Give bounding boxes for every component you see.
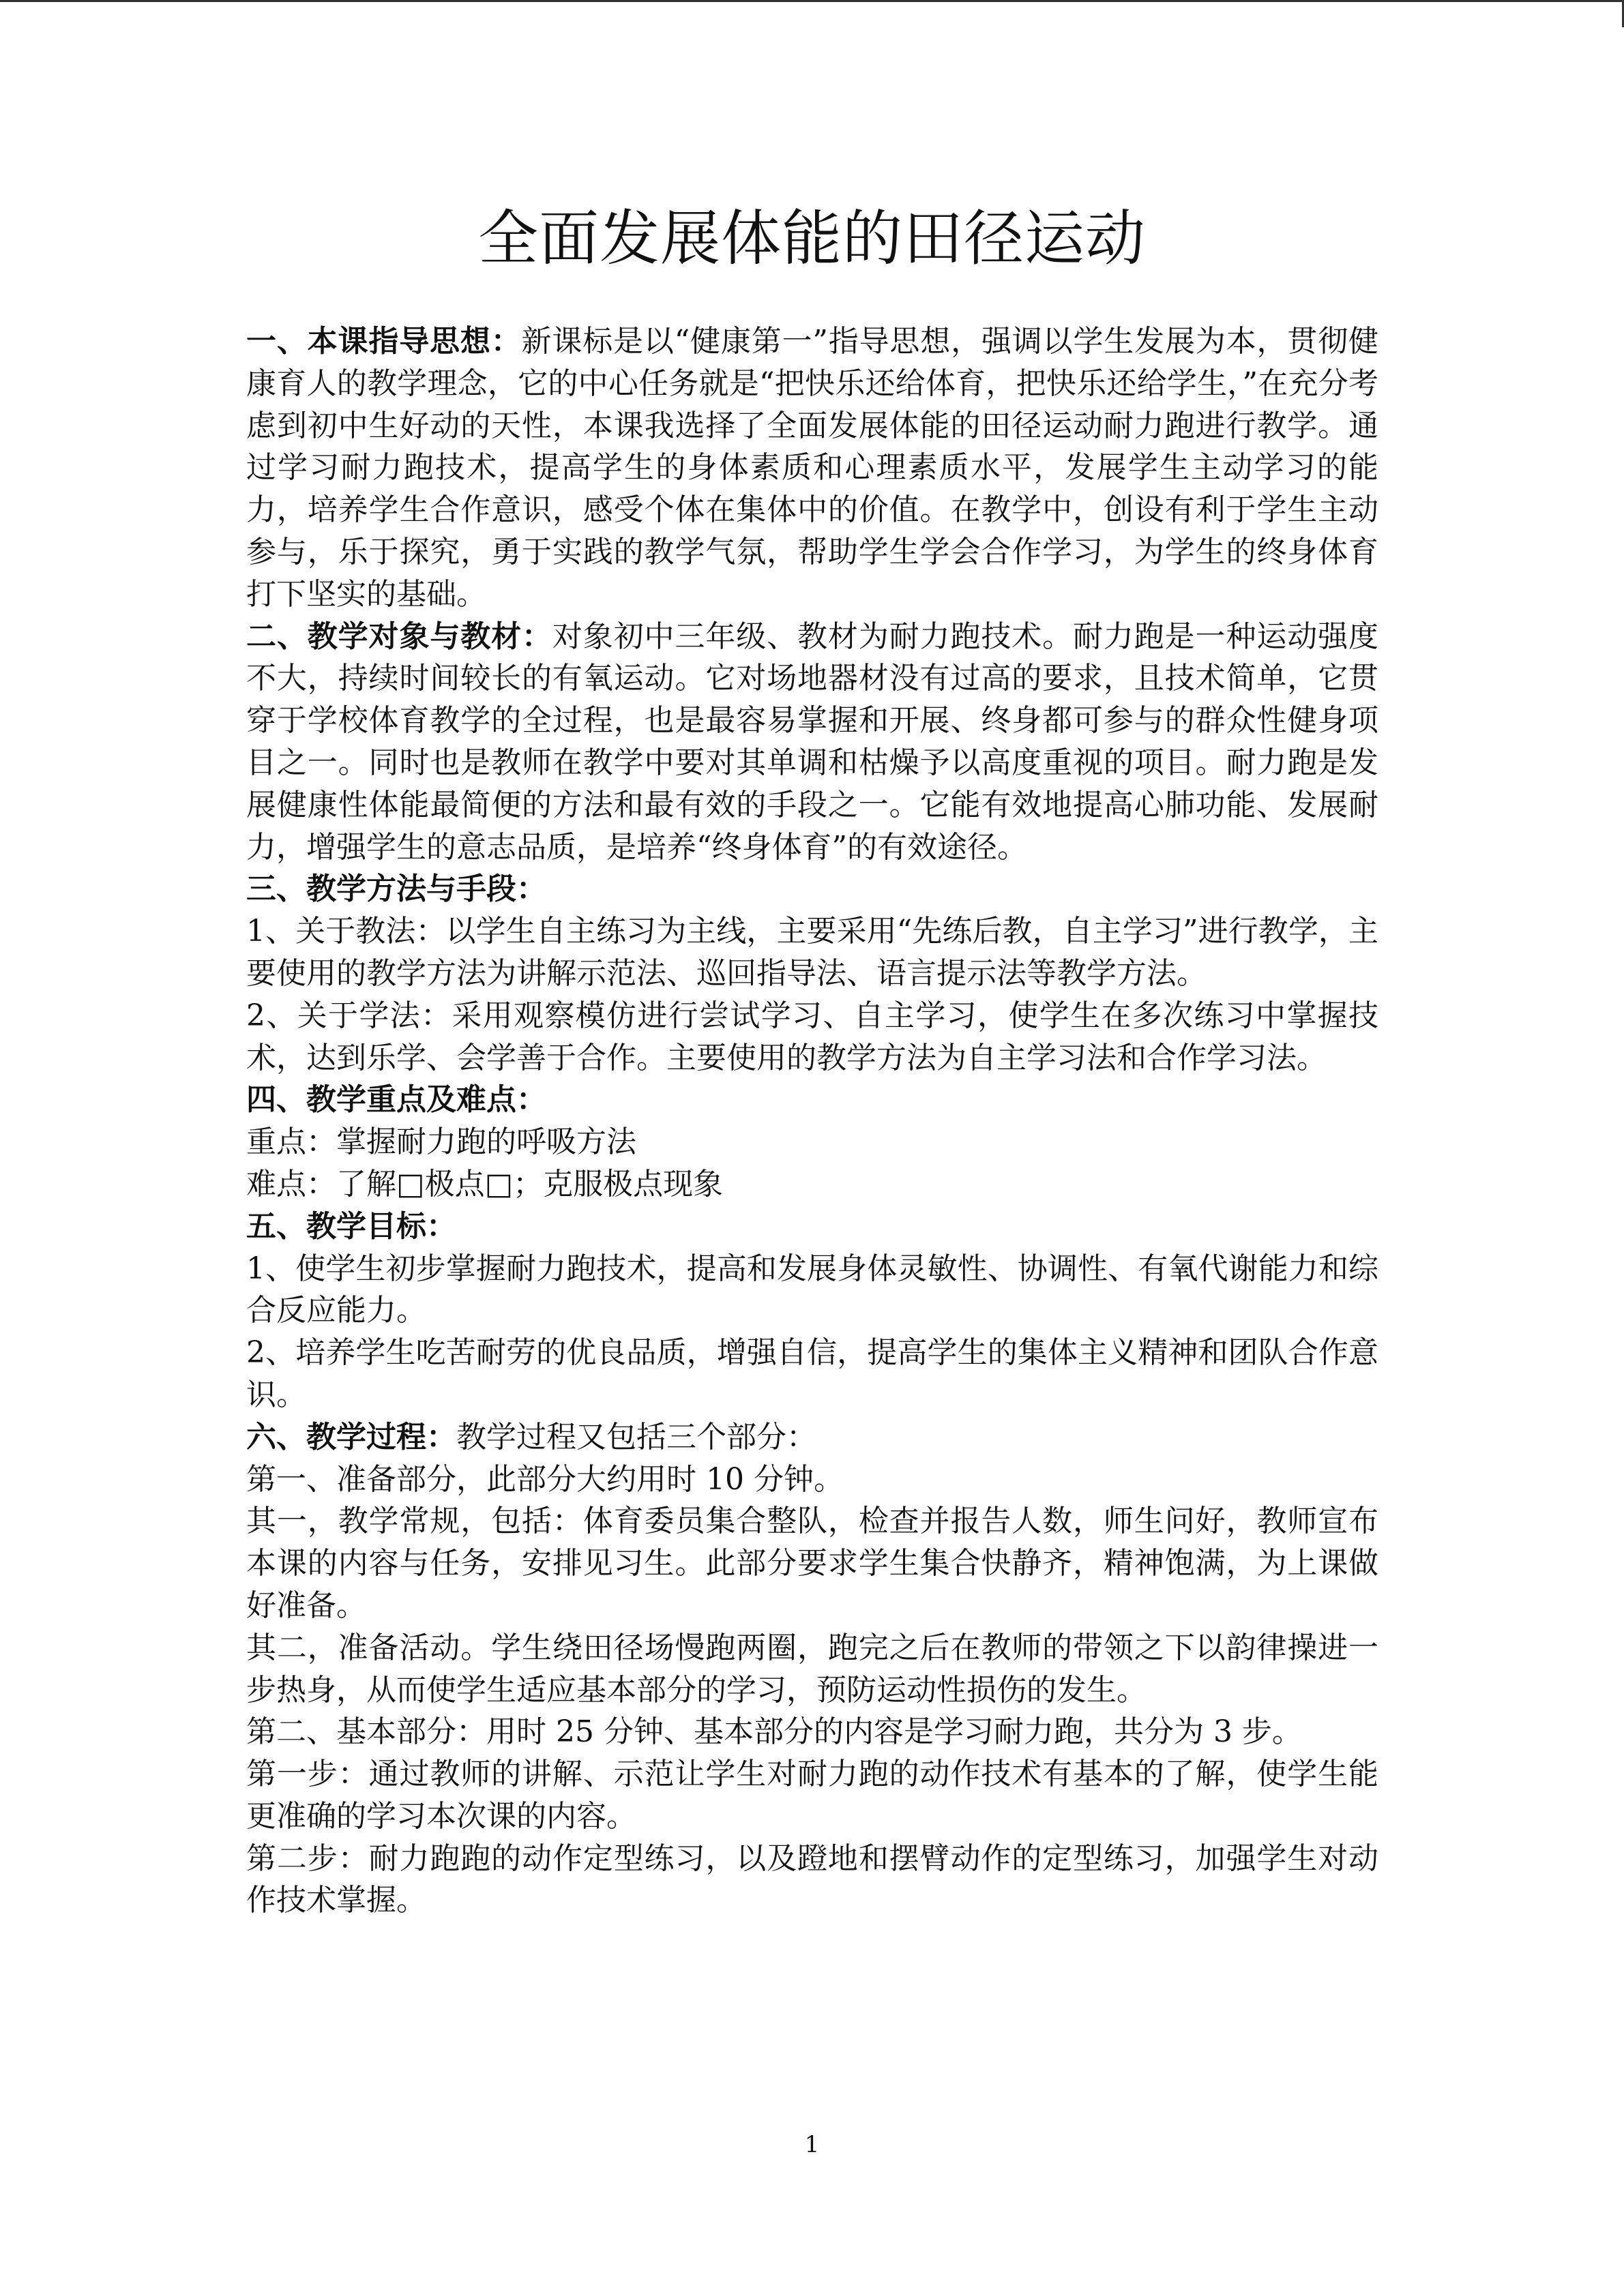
paragraph-text: 第一步：通过教师的讲解、示范让学生对耐力跑的动作技术有基本的了解，使学生能更准确的学习本次课的内容。 [246, 1757, 1378, 1834]
paragraph [246, 1163, 1378, 1206]
paragraph-text: 教学过程又包括三个部分： [456, 1419, 816, 1455]
section-teaching-goals [246, 1206, 1378, 1248]
document-body [246, 320, 1378, 1922]
page-top-border [0, 0, 1624, 2]
section-heading: 三、教学方法与手段： [246, 871, 546, 907]
paragraph [246, 1627, 1378, 1712]
section-teaching-methods [246, 868, 1378, 910]
paragraph-text: 其一，教学常规，包括：体育委员集合整队，检查并报告人数，师生问好，教师宣布本课的内容与任务，安排见习生。此部分要求学生集合快静齐，精神饱满，为上课做好准备。 [246, 1504, 1378, 1623]
paragraph [246, 1248, 1378, 1332]
section-teaching-process [246, 1416, 1378, 1459]
paragraph-text: 对象初中三年级、教材为耐力跑技术。耐力跑是一种运动强度不大，持续时间较长的有氧运动。它对场地器材没有过高的要求，且技术简单，它贯穿于学校体育教学的全过程，也是最容易掌握和开展、终身都可参与的群众性健身项目之一。同时也是教师在教学中要对其单调和枯燥予以高度重视的项目。耐力跑是发展健康性体能最简便的方法和最有效的手段之一。它能有效地提高心肺功能、发展耐力，增强学生的意志品质，是培养“终身体育”的有效途径。 [246, 618, 1378, 865]
paragraph-text: 重点：掌握耐力跑的呼吸方法 [246, 1124, 636, 1160]
paragraph [246, 910, 1378, 995]
page-number: 1 [804, 2131, 820, 2158]
paragraph-text: 第二、基本部分：用时 25 分钟、基本部分的内容是学习耐力跑，共分为 3 步。 [246, 1714, 1302, 1750]
paragraph-text: 第二步：耐力跑跑的动作定型练习，以及蹬地和摆臂动作的定型练习，加强学生对动作技术掌握。 [246, 1840, 1378, 1918]
paragraph [246, 1711, 1378, 1753]
paragraph [246, 1753, 1378, 1838]
paragraph [246, 1459, 1378, 1501]
paragraph-text: 1、使学生初步掌握耐力跑技术，提高和发展身体灵敏性、协调性、有氧代谢能力和综合反应能力。 [246, 1251, 1378, 1328]
paragraph [246, 1500, 1378, 1626]
section-heading: 二、教学对象与教材： [246, 618, 552, 654]
section-teaching-object [246, 616, 1378, 869]
paragraph [246, 1121, 1378, 1163]
section-heading: 六、教学过程： [246, 1419, 456, 1455]
paragraph-text: 其二，准备活动。学生绕田径场慢跑两圈，跑完之后在教师的带领之下以韵律操进一步热身，从而使学生适应基本部分的学习，预防运动性损伤的发生。 [246, 1630, 1378, 1708]
paragraph-text: 第一、准备部分，此部分大约用时 10 分钟。 [246, 1461, 844, 1497]
paragraph-text: 2、培养学生吃苦耐劳的优良品质，增强自信，提高学生的集体主义精神和团队合作意识。 [246, 1335, 1378, 1412]
section-guiding-idea [246, 320, 1378, 616]
paragraph-text: 2、关于学法：采用观察模仿进行尝试学习、自主学习，使学生在多次练习中掌握技术，达到乐学、会学善于合作。主要使用的教学方法为自主学习法和合作学习法。 [246, 998, 1378, 1075]
section-key-points [246, 1079, 1378, 1121]
section-heading: 四、教学重点及难点： [246, 1082, 546, 1118]
paragraph [246, 1838, 1378, 1922]
paragraph [246, 1332, 1378, 1416]
paragraph-text: 难点：了解□极点□；克服极点现象 [246, 1166, 724, 1202]
document-title: 全面发展体能的田径运动 [477, 203, 1146, 273]
section-heading: 一、本课指导思想： [246, 324, 522, 359]
paragraph-text: 1、关于教法：以学生自主练习为主线，主要采用“先练后教，自主学习”进行教学，主要使用的教学方法为讲解示范法、巡回指导法、语言提示法等教学方法。 [246, 914, 1378, 991]
paragraph-text: 新课标是以“健康第一”指导思想，强调以学生发展为本，贯彻健康育人的教学理念，它的中心任务就是“把快乐还给体育，把快乐还给学生，”在充分考虑到初中生好动的天性，本课我选择了全面发展体能的田径运动耐力跑进行教学。通过学习耐力跑技术，提高学生的身体素质和心理素质水平，发展学生主动学习的能力，培养学生合作意识，感受个体在集体中的价值。在教学中，创设有利于学生主动参与，乐于探究，勇于实践的教学气氛，帮助学生学会合作学习，为学生的终身体育打下坚实的基础。 [246, 324, 1378, 612]
section-heading: 五、教学目标： [246, 1208, 456, 1244]
paragraph [246, 995, 1378, 1079]
